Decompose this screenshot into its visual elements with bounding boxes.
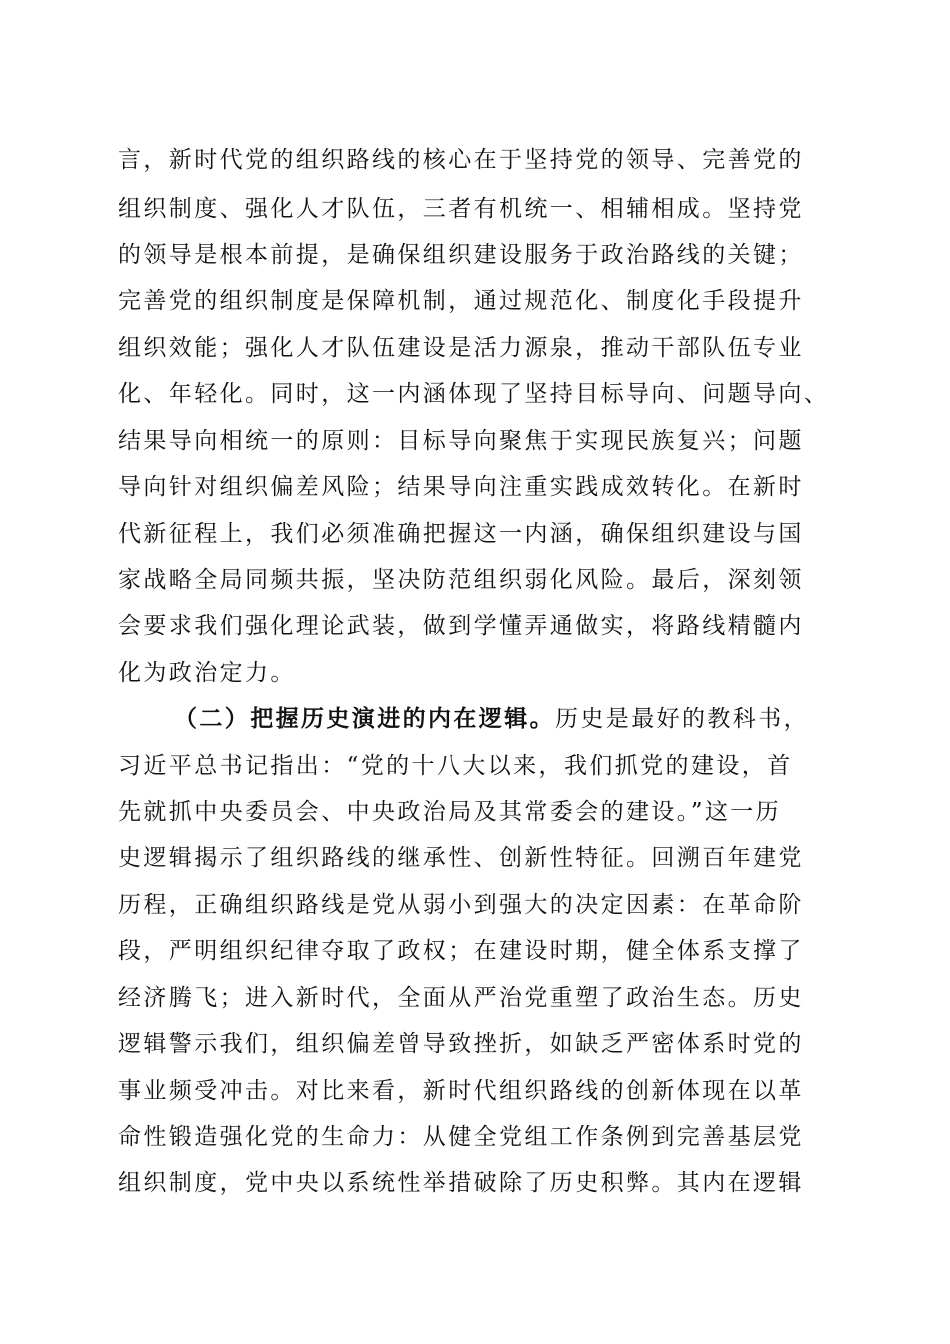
paragraph-line: 事业频受冲击。对比来看，新时代组织路线的创新体现在以革: [118, 1078, 804, 1104]
paragraph-line: 段，严明组织纪律夺取了政权；在建设时期，健全体系支撑了: [118, 938, 804, 964]
paragraph-line: 组织制度、强化人才队伍，三者有机统一、相辅相成。坚持党: [118, 196, 804, 222]
paragraph-line: 史逻辑揭示了组织路线的继承性、创新性特征。回溯百年建党: [118, 845, 804, 871]
paragraph-line: 组织效能；强化人才队伍建设是活力源泉，推动干部队伍专业: [118, 335, 804, 361]
paragraph-line: 逻辑警示我们，组织偏差曾导致挫折，如缺乏严密体系时党的: [118, 1031, 804, 1057]
paragraph-line: 导向针对组织偏差风险；结果导向注重实践成效转化。在新时: [118, 474, 804, 500]
paragraph-line: 言，新时代党的组织路线的核心在于坚持党的领导、完善党的: [118, 147, 804, 173]
heading-line-text: 历史是最好的教科书，: [555, 706, 809, 732]
paragraph-line: 的领导是根本前提，是确保组织建设服务于政治路线的关键；: [118, 242, 804, 268]
paragraph-line: 代新征程上，我们必须准确把握这一内涵，确保组织建设与国: [118, 521, 804, 547]
paragraph-line: 完善党的组织制度是保障机制，通过规范化、制度化手段提升: [118, 288, 804, 314]
paragraph-line: 经济腾飞；进入新时代，全面从严治党重塑了政治生态。历史: [118, 985, 804, 1011]
paragraph-line: 命性锻造强化党的生命力：从健全党组工作条例到完善基层党: [118, 1124, 804, 1150]
paragraph-line: 化为政治定力。: [118, 660, 296, 686]
paragraph-line: 先就抓中央委员会、中央政治局及其常委会的建设。”这一历: [118, 799, 782, 825]
paragraph-line: 历程，正确组织路线是党从弱小到强大的决定因素：在革命阶: [118, 892, 804, 918]
paragraph-line: 组织制度，党中央以系统性举措破除了历史积弊。其内在逻辑: [118, 1170, 804, 1196]
paragraph-line: 习近平总书记指出：“党的十八大以来，我们抓党的建设，首: [118, 753, 793, 779]
paragraph-line: 化、年轻化。同时，这一内涵体现了坚持目标导向、问题导向、: [118, 381, 830, 407]
paragraph-line: 会要求我们强化理论武装，做到学懂弄通做实，将路线精髓内: [118, 613, 804, 639]
paragraph-line: 家战略全局同频共振，坚决防范组织弱化风险。最后，深刻领: [118, 567, 804, 593]
paragraph-line: 结果导向相统一的原则：目标导向聚焦于实现民族复兴；问题: [118, 428, 804, 454]
section-heading: （二）把握历史演进的内在逻辑。: [174, 705, 555, 732]
section-heading-line: [174, 704, 809, 734]
